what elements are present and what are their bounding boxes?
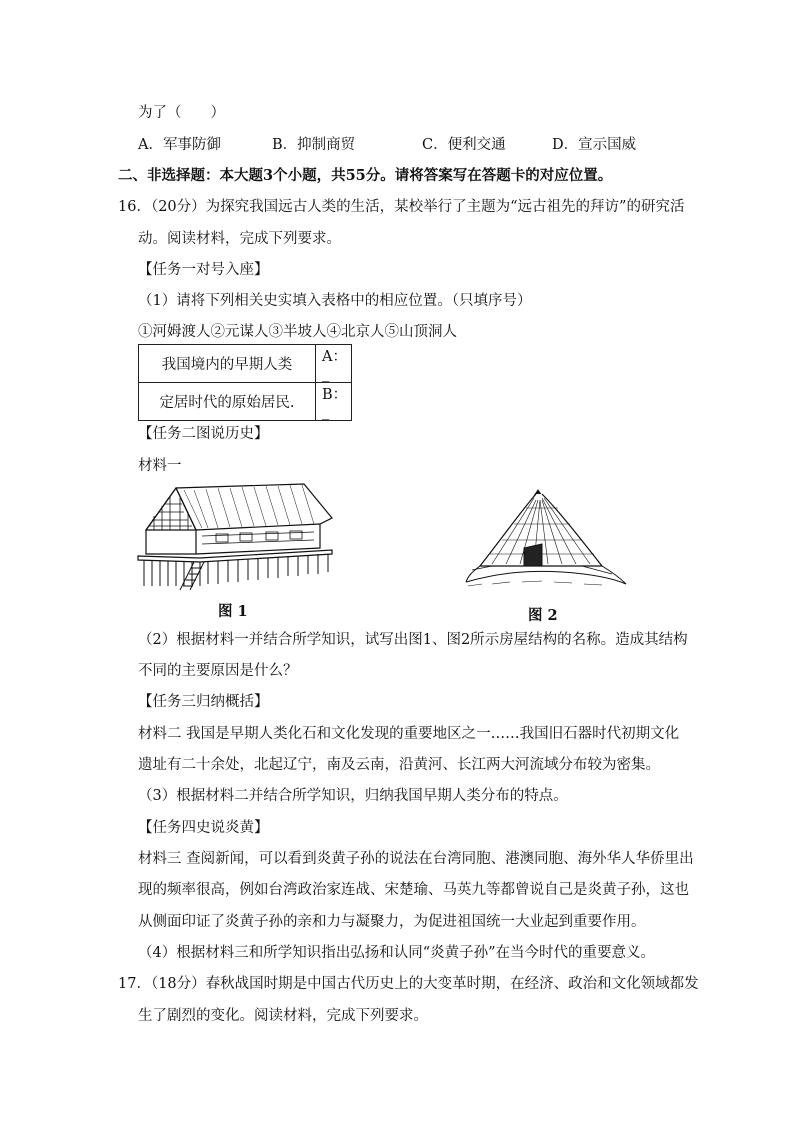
task1-title: 【任务一对号入座】: [138, 262, 269, 278]
table-cell-label: 定居时代的原始居民.: [139, 383, 316, 421]
section2-heading: 二、非选择题：本大题3个小题，共55分。请将答案写在答题卡的对应位置。: [118, 167, 613, 184]
option-a: A．军事防御: [138, 137, 221, 153]
task1-question: （1）请将下列相关史实填入表格中的相应位置。（只填序号）: [138, 293, 532, 309]
q17-line1: 17．（18分）春秋战国时期是中国古代历史上的大变革时期，在经济、政治和文化领域都发: [118, 976, 699, 992]
material3-line3: 从侧面印证了炎黄子孙的亲和力与凝聚力，为促进祖国统一大业起到重要作用。: [138, 914, 646, 930]
q4: （4）根据材料三和所学知识指出弘扬和认同“炎黄子孙”在当今时代的重要意义。: [138, 945, 656, 961]
q17-line2: 生了剧烈的变化。阅读材料，完成下列要求。: [138, 1008, 428, 1024]
q3: （3）根据材料二并结合所学知识，归纳我国早期人类分布的特点。: [138, 788, 568, 804]
q2-line2: 不同的主要原因是什么？: [138, 663, 298, 679]
table-row: [139, 345, 352, 383]
material3-line2: 现的频率很高，例如台湾政治家连战、宋楚瑜、马英九等都曾说自己是炎黄子孙，这也: [138, 882, 689, 898]
table-cell-answer: B：_: [316, 383, 352, 421]
figure1-caption: 图 1: [218, 603, 248, 620]
figure2-caption: 图 2: [528, 607, 558, 624]
option-c: C．便利交通: [422, 137, 506, 153]
table-cell-answer: A：_: [316, 345, 352, 383]
option-d: D．宣示国威: [552, 137, 637, 153]
table-row: [139, 383, 352, 421]
material3-line1: 材料三 查阅新闻，可以看到炎黄子孙的说法在台湾同胞、港澳同胞、海外华人华侨里出: [138, 851, 694, 867]
task3-title: 【任务三归纳概括】: [138, 694, 269, 710]
q15-options: [138, 135, 636, 155]
task2-title: 【任务二图说历史】: [138, 426, 269, 442]
round-hut-figure: [462, 486, 630, 594]
q15-tail: 为了（ ）: [138, 105, 225, 121]
q16-intro-line2: 动。阅读材料，完成下列要求。: [138, 231, 341, 247]
q16-intro-line1: 16．（20分）为探究我国远古人类的生活，某校举行了主题为“远古祖先的拜访”的研究活: [118, 199, 685, 215]
stilt-house-figure: [136, 482, 338, 594]
task1-items: ①河姆渡人②元谋人③半坡人④北京人⑤山顶洞人: [138, 324, 457, 340]
q2-line1: （2）根据材料一并结合所学知识，试写出图1、图2所示房屋结构的名称。造成其结构: [138, 632, 688, 648]
material1-label: 材料一: [138, 458, 182, 474]
answer-table: [138, 344, 352, 421]
table-cell-label: 我国境内的早期人类: [139, 345, 316, 383]
option-b: B．抑制商贸: [272, 137, 356, 153]
task4-title: 【任务四史说炎黄】: [138, 820, 269, 836]
material2-line2: 遗址有二十余处，北起辽宁，南及云南，沿黄河、长江两大河流域分布较为密集。: [138, 757, 660, 773]
material2-line1: 材料二 我国是早期人类化石和文化发现的重要地区之一……我国旧石器时代初期文化: [138, 726, 680, 742]
